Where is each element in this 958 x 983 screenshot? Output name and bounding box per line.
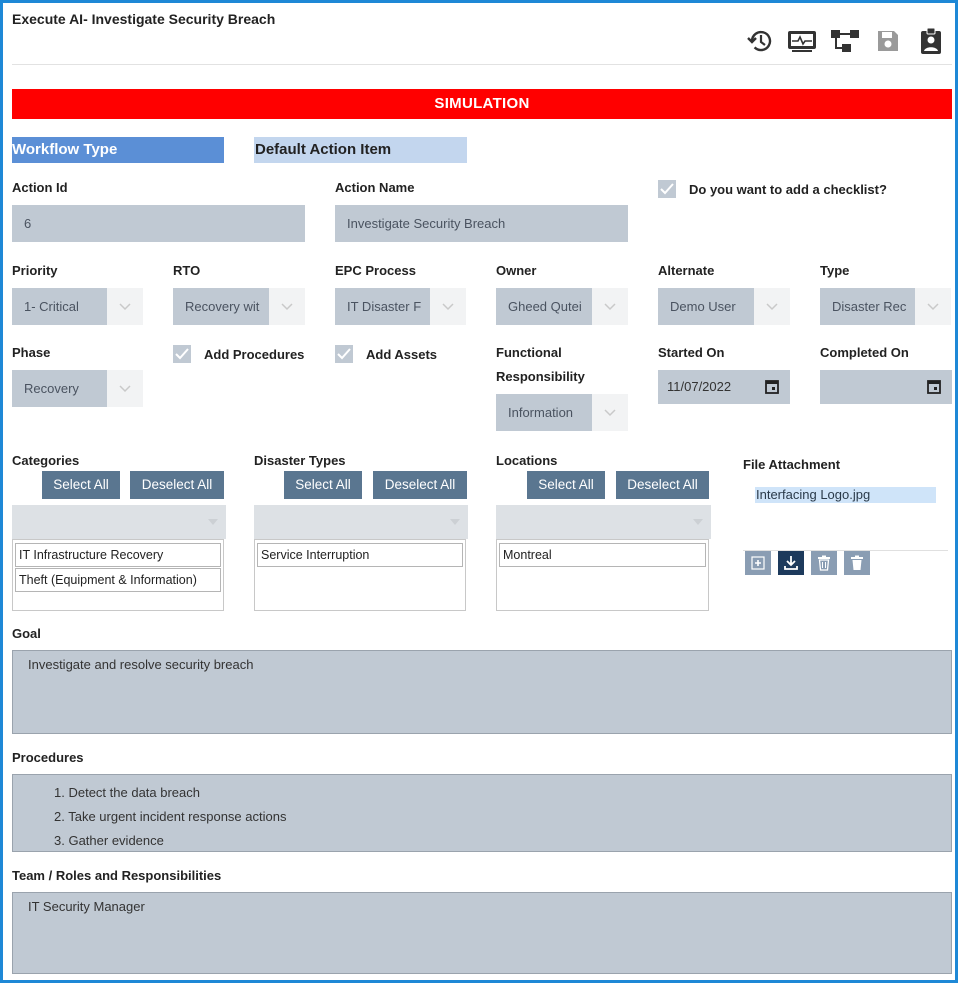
phase-value: Recovery [12,370,107,407]
functional-responsibility-value: Information [496,394,592,431]
tab-workflow-type[interactable]: Workflow Type [12,137,224,163]
locations-select-all-button[interactable]: Select All [527,471,605,499]
checklist-label: Do you want to add a checklist? [689,182,887,197]
locations-deselect-all-button[interactable]: Deselect All [616,471,709,499]
action-id-field[interactable]: 6 [12,205,305,242]
caret-down-icon [693,519,703,525]
rto-select[interactable] [173,288,305,325]
history-icon[interactable] [744,27,776,55]
checkmark-icon [660,183,674,195]
alternate-value: Demo User [658,288,754,325]
phase-select[interactable] [12,370,143,407]
disaster-types-dropdown[interactable] [254,505,468,539]
type-value: Disaster Rec [820,288,915,325]
page-title: Execute AI- Investigate Security Breach [12,11,276,27]
chevron-down-icon [430,288,466,325]
chevron-down-icon [107,288,143,325]
rto-value: Recovery wit [173,288,269,325]
disaster-types-list [254,539,466,611]
goal-label: Goal [12,626,41,641]
priority-label: Priority [12,263,58,278]
checkmark-icon [175,348,189,360]
alternate-label: Alternate [658,263,715,278]
goal-textarea[interactable] [12,650,952,734]
type-select[interactable] [820,288,951,325]
calendar-icon[interactable] [927,379,941,394]
epc-process-value: IT Disaster F [335,288,430,325]
functional-responsibility-select[interactable] [496,394,628,431]
caret-down-icon [450,519,460,525]
chevron-down-icon [269,288,305,325]
categories-deselect-all-button[interactable]: Deselect All [130,471,224,499]
add-procedures-label: Add Procedures [204,347,305,362]
categories-list [12,539,224,611]
file-attachment-label: File Attachment [743,457,841,472]
disaster-types-select-all-button[interactable]: Select All [284,471,362,499]
disaster-types-deselect-all-button[interactable]: Deselect All [373,471,467,499]
owner-value: Gheed Qutei [496,288,592,325]
epc-process-label: EPC Process [335,263,416,278]
calendar-icon[interactable] [765,379,779,394]
chevron-down-icon [592,288,628,325]
tab-default-action-item[interactable]: Default Action Item [254,137,467,163]
locations-list [496,539,709,611]
delete-file-button[interactable] [811,551,837,575]
workflow-icon[interactable] [829,27,861,55]
locations-label: Locations [496,453,558,468]
procedures-textarea[interactable] [12,774,952,852]
add-file-button[interactable] [745,551,771,575]
chevron-down-icon [915,288,951,325]
add-assets-checkbox[interactable] [335,345,353,363]
add-icon [751,556,765,570]
action-id-label: Action Id [12,180,68,195]
activity-monitor-icon[interactable] [786,27,818,55]
procedures-label: Procedures [12,750,84,765]
chevron-down-icon [107,370,143,407]
team-label: Team / Roles and Responsibilities [12,868,222,883]
owner-select[interactable] [496,288,628,325]
procedures-item: 2. Take urgent incident response actions [54,809,287,824]
categories-select-all-button[interactable]: Select All [42,471,120,499]
trash-icon [850,555,864,571]
epc-process-select[interactable] [335,288,466,325]
action-name-field[interactable]: Investigate Security Breach [335,205,628,242]
chevron-down-icon [754,288,790,325]
type-label: Type [820,263,850,278]
owner-label: Owner [496,263,537,278]
download-icon [783,555,799,571]
started-on-date-field[interactable] [658,370,790,404]
add-assets-label: Add Assets [366,347,438,362]
add-procedures-checkbox[interactable] [173,345,191,363]
priority-select[interactable] [12,288,143,325]
procedures-item: 1. Detect the data breach [54,785,200,800]
locations-item[interactable]: Montreal [499,543,706,567]
download-file-button[interactable] [778,551,804,575]
checklist-checkbox[interactable] [658,180,676,198]
chevron-down-icon [592,394,628,431]
simulation-banner: SIMULATION [12,89,952,119]
started-on-label: Started On [658,345,725,360]
procedures-item: 3. Gather evidence [54,833,164,848]
save-icon[interactable] [872,27,904,55]
categories-dropdown[interactable] [12,505,226,539]
action-name-label: Action Name [335,180,415,195]
alternate-select[interactable] [658,288,790,325]
team-text: IT Security Manager [28,899,145,914]
priority-value: 1- Critical [12,288,107,325]
functional-responsibility-label-line2: Responsibility [496,369,585,384]
functional-responsibility-label-line1: Functional [496,345,562,360]
checkmark-icon [337,348,351,360]
completed-on-label: Completed On [820,345,909,360]
rto-label: RTO [173,263,201,278]
locations-dropdown[interactable] [496,505,711,539]
team-textarea[interactable] [12,892,952,974]
clipboard-user-icon[interactable] [915,27,947,55]
completed-on-date-field[interactable] [820,370,952,404]
delete-all-files-button[interactable] [844,551,870,575]
categories-item[interactable]: IT Infrastructure Recovery [15,543,221,567]
started-on-value: 11/07/2022 [667,379,732,394]
file-item[interactable]: Interfacing Logo.jpg [755,487,936,503]
header-divider [12,64,952,65]
disaster-types-item[interactable]: Service Interruption [257,543,463,567]
trash-icon [817,555,831,571]
categories-item[interactable]: Theft (Equipment & Information) [15,568,221,592]
goal-text: Investigate and resolve security breach [28,657,254,672]
categories-label: Categories [12,453,80,468]
disaster-types-label: Disaster Types [254,453,346,468]
caret-down-icon [208,519,218,525]
phase-label: Phase [12,345,51,360]
